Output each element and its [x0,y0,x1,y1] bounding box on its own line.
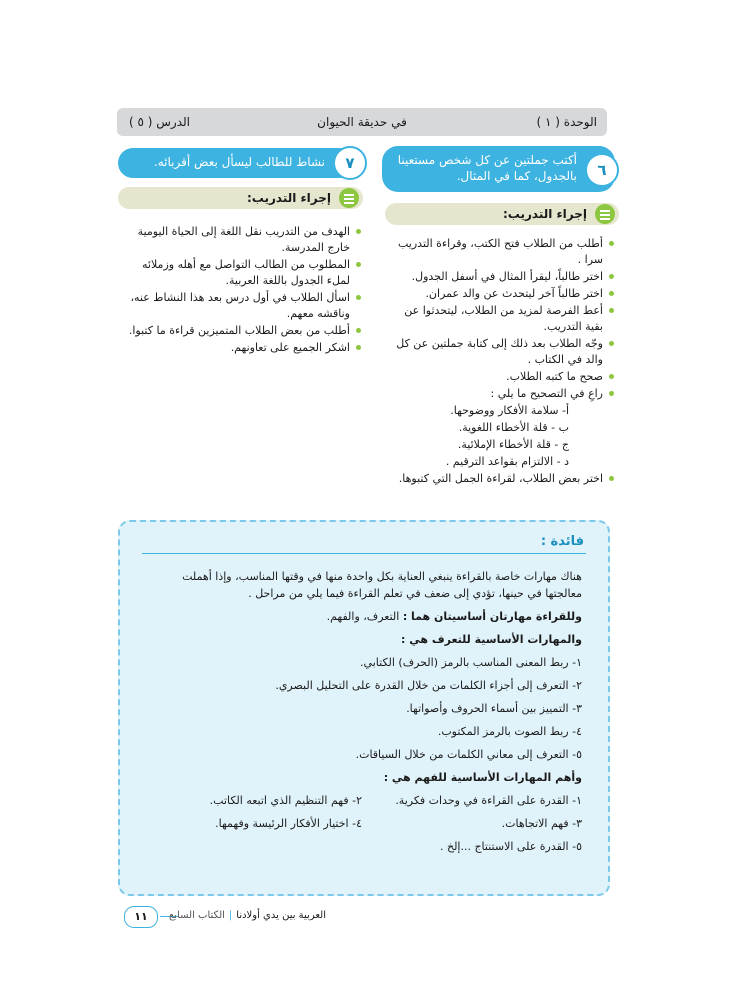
list-subitem: د - الالتزام بقواعد الترقيم . [445,455,569,468]
list-subitem: ج - قلة الأخطاء الإملائية. [457,438,569,451]
activity-7-text: نشاط للطالب ليسأل بعض أقربائه. [153,155,325,169]
procedure-heading-left [118,187,363,209]
list-item: اختر طالباً، ليقرأ المثال في أسفل الجدول. [383,269,615,285]
footer-text [169,910,326,921]
procedure-label: إجراء التدريب: [246,191,331,205]
basic-skills-line [142,608,582,625]
activity-7-number: ٧ [333,146,367,180]
activity-7-banner [118,148,363,178]
list-item: راعِ في التصحيح ما يلي : [383,386,615,402]
list-item: أطلب من بعض الطلاب المتميزين قراءة ما كتبوا. [118,323,362,339]
recognition-heading: والمهارات الأساسية للتعرف هي : [401,633,582,646]
recognition-item: ٣- التمييز بين أسماء الحروف وأصواتها. [406,702,582,715]
tip-intro: هناك مهارات خاصة بالقراءة ينبغي العناية بكل واحدة منها في وقتها المناسب، وإذا أهملت معالجتها في حينها، تؤدي إلى ضعف في تعلم القراءة فيما يلي من مراحل . [182,570,582,600]
page-number: ١١ [124,906,158,928]
page-footer [118,906,338,928]
list-icon [595,204,615,224]
list-subitem: ب - قلة الأخطاء اللغوية. [458,421,569,434]
basic-skills-label: وللقراءة مهارتان أساسيتان هما : [402,610,582,623]
list-item: صحح ما كتبه الطلاب. [383,369,615,385]
list-item: المطلوب من الطالب التواصل مع أهله وزملائه لملء الجدول باللغة العربية. [118,257,362,289]
comprehension-item: ٣- فهم الاتجاهات. [501,817,582,830]
activity-6-steps [383,236,615,488]
list-item: اختر بعض الطلاب، لقراءة الجمل التي كتبوها. [383,471,615,487]
series-title: العربية بين يدي أولادنا [236,910,326,921]
activity-7-steps [118,224,362,357]
activity-6-text: أكتب جملتين عن كل شخص مستعينا بالجدول، كما في المثال. [397,153,577,183]
comprehension-item: ١- القدرة على القراءة في وحدات فكرية. [395,794,582,807]
comprehension-heading: وأهم المهارات الأساسية للفهم هي : [383,771,582,784]
activity-6-number: ٦ [585,153,619,187]
tip-title: فائدة : [540,534,584,549]
list-item: وجّه الطلاب بعد ذلك إلى كتابة جملتين عن كل والد في الكتاب . [383,336,615,368]
tip-box [118,520,610,896]
list-item: الهدف من التدريب نقل اللغة إلى الحياة اليومية خارج المدرسة. [118,224,362,256]
unit-label: الوحدة ( ١ ) [536,115,597,129]
list-item: اختر طالباً آخر ليتحدث عن والد عمران. [383,286,615,302]
recognition-item: ١- ربط المعنى المناسب بالرمز (الحرف) الكتابي. [360,656,582,669]
recognition-item: ٢- التعرف إلى أجزاء الكلمات من خلال القدرة على التحليل البصري. [275,679,582,692]
procedure-heading-right [385,203,619,225]
comprehension-row [142,815,582,832]
book-title: الكتاب السابع [168,910,225,921]
footer-separator: | [228,910,233,921]
procedure-label: إجراء التدريب: [502,207,587,221]
list-icon [339,188,359,208]
tip-body [142,568,582,861]
list-item: أعط الفرصة لمزيد من الطلاب، ليتحدثوا عن بقية التدريب. [383,303,615,335]
comprehension-row [142,792,582,809]
comprehension-item: ٥- القدرة على الاستنتاج ...إلخ . [439,840,582,853]
list-subitem: أ- سلامة الأفكار ووضوحها. [450,404,569,417]
basic-skills-value: التعرف، والفهم. [326,610,400,623]
list-item: أطلب من الطلاب فتح الكتب، وقراءة التدريب سرا . [383,236,615,268]
lesson-title: في حديقة الحيوان [317,115,407,129]
recognition-item: ٥- التعرف إلى معاني الكلمات من خلال السياقات. [355,748,582,761]
comprehension-item: ٢- فهم التنظيم الذي اتبعه الكاتب. [209,794,362,807]
lesson-header [117,108,607,136]
comprehension-item: ٤- اختيار الأفكار الرئيسة وفهمها. [215,817,362,830]
list-item: اسأل الطلاب في أول درس بعد هذا النشاط عنه، وناقشه معهم. [118,290,362,322]
tip-divider [142,553,586,554]
recognition-item: ٤- ربط الصوت بالرمز المكتوب. [437,725,582,738]
activity-6-banner [382,146,615,192]
list-item: اشكر الجميع على تعاونهم. [118,340,362,356]
lesson-label: الدرس ( ٥ ) [129,115,190,129]
